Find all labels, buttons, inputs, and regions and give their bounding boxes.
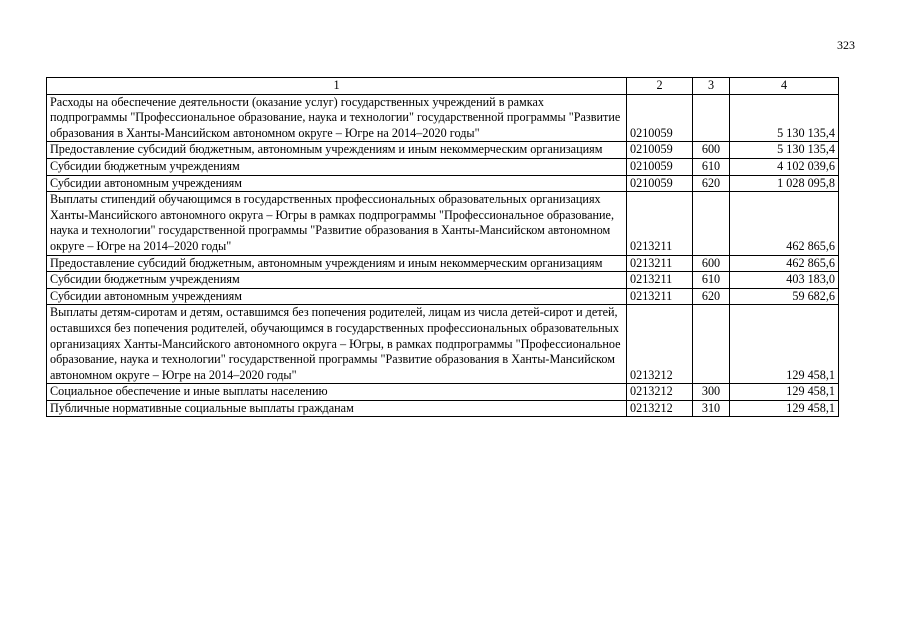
row-name: Социальное обеспечение и иные выплаты населению <box>47 384 627 401</box>
table-row <box>47 142 839 159</box>
table-row <box>47 305 839 384</box>
row-code: 0213211 <box>627 255 693 272</box>
row-amount: 129 458,1 <box>730 400 839 417</box>
table-row <box>47 400 839 417</box>
row-type: 610 <box>693 158 730 175</box>
table-row <box>47 272 839 289</box>
row-amount: 59 682,6 <box>730 288 839 305</box>
row-type <box>693 192 730 255</box>
row-amount: 129 458,1 <box>730 384 839 401</box>
row-code: 0213211 <box>627 288 693 305</box>
row-name: Субсидии автономным учреждениям <box>47 288 627 305</box>
header-col-3: 3 <box>693 78 730 95</box>
table-row <box>47 175 839 192</box>
row-code: 0210059 <box>627 94 693 142</box>
row-type: 620 <box>693 288 730 305</box>
budget-table <box>46 77 839 417</box>
table-row <box>47 94 839 142</box>
row-type: 600 <box>693 255 730 272</box>
row-amount: 462 865,6 <box>730 255 839 272</box>
row-type: 310 <box>693 400 730 417</box>
row-amount: 129 458,1 <box>730 305 839 384</box>
row-code: 0213212 <box>627 384 693 401</box>
row-amount: 5 130 135,4 <box>730 142 839 159</box>
row-name: Публичные нормативные социальные выплаты гражданам <box>47 400 627 417</box>
row-amount: 5 130 135,4 <box>730 94 839 142</box>
row-type <box>693 94 730 142</box>
table-row <box>47 192 839 255</box>
row-name: Предоставление субсидий бюджетным, автономным учреждениям и иным некоммерческим организациям <box>47 142 627 159</box>
row-type <box>693 305 730 384</box>
row-name: Субсидии бюджетным учреждениям <box>47 272 627 289</box>
table-row <box>47 158 839 175</box>
row-amount: 4 102 039,6 <box>730 158 839 175</box>
table-header-row <box>47 78 839 95</box>
row-name: Предоставление субсидий бюджетным, автономным учреждениям и иным некоммерческим организациям <box>47 255 627 272</box>
row-amount: 462 865,6 <box>730 192 839 255</box>
row-type: 300 <box>693 384 730 401</box>
row-name: Расходы на обеспечение деятельности (оказание услуг) государственных учреждений в рамках подпрограммы "Профессиональное образование, наука и технологии" государственной программы "Развитие образования в Ханты-Мансийском автономном округе – Югре на 2014–2020 годы" <box>47 94 627 142</box>
row-code: 0213211 <box>627 272 693 289</box>
row-type: 620 <box>693 175 730 192</box>
row-code: 0213211 <box>627 192 693 255</box>
row-name: Выплаты стипендий обучающимся в государственных профессиональных образовательных организациях Ханты-Мансийского автономного округа – Югры в рамках подпрограммы "Профессиональное образование, наука и технологии" государственной программы "Развитие образования в Ханты-Мансийском автономном округе – Югре на 2014–2020 годы" <box>47 192 627 255</box>
row-code: 0210059 <box>627 142 693 159</box>
row-code: 0210059 <box>627 175 693 192</box>
header-col-4: 4 <box>730 78 839 95</box>
row-name: Выплаты детям-сиротам и детям, оставшимся без попечения родителей, лицам из числа детей-сирот и детей, оставшихся без попечения родителей, обучающимся в государственных профессиональных образовательных организациях Ханты-Мансийского автономного округа – Югры, в рамках подпрограммы "Профессиональное образование, наука и технологии" государственной программы "Развитие образования в Ханты-Мансийском автономном округе – Югре на 2014–2020 годы" <box>47 305 627 384</box>
row-amount: 403 183,0 <box>730 272 839 289</box>
table-row <box>47 255 839 272</box>
table-row <box>47 384 839 401</box>
page-number: 323 <box>837 38 855 52</box>
row-type: 610 <box>693 272 730 289</box>
row-code: 0213212 <box>627 400 693 417</box>
header-col-1: 1 <box>47 78 627 95</box>
row-amount: 1 028 095,8 <box>730 175 839 192</box>
table-row <box>47 288 839 305</box>
row-type: 600 <box>693 142 730 159</box>
header-col-2: 2 <box>627 78 693 95</box>
row-code: 0210059 <box>627 158 693 175</box>
row-name: Субсидии бюджетным учреждениям <box>47 158 627 175</box>
row-name: Субсидии автономным учреждениям <box>47 175 627 192</box>
row-code: 0213212 <box>627 305 693 384</box>
